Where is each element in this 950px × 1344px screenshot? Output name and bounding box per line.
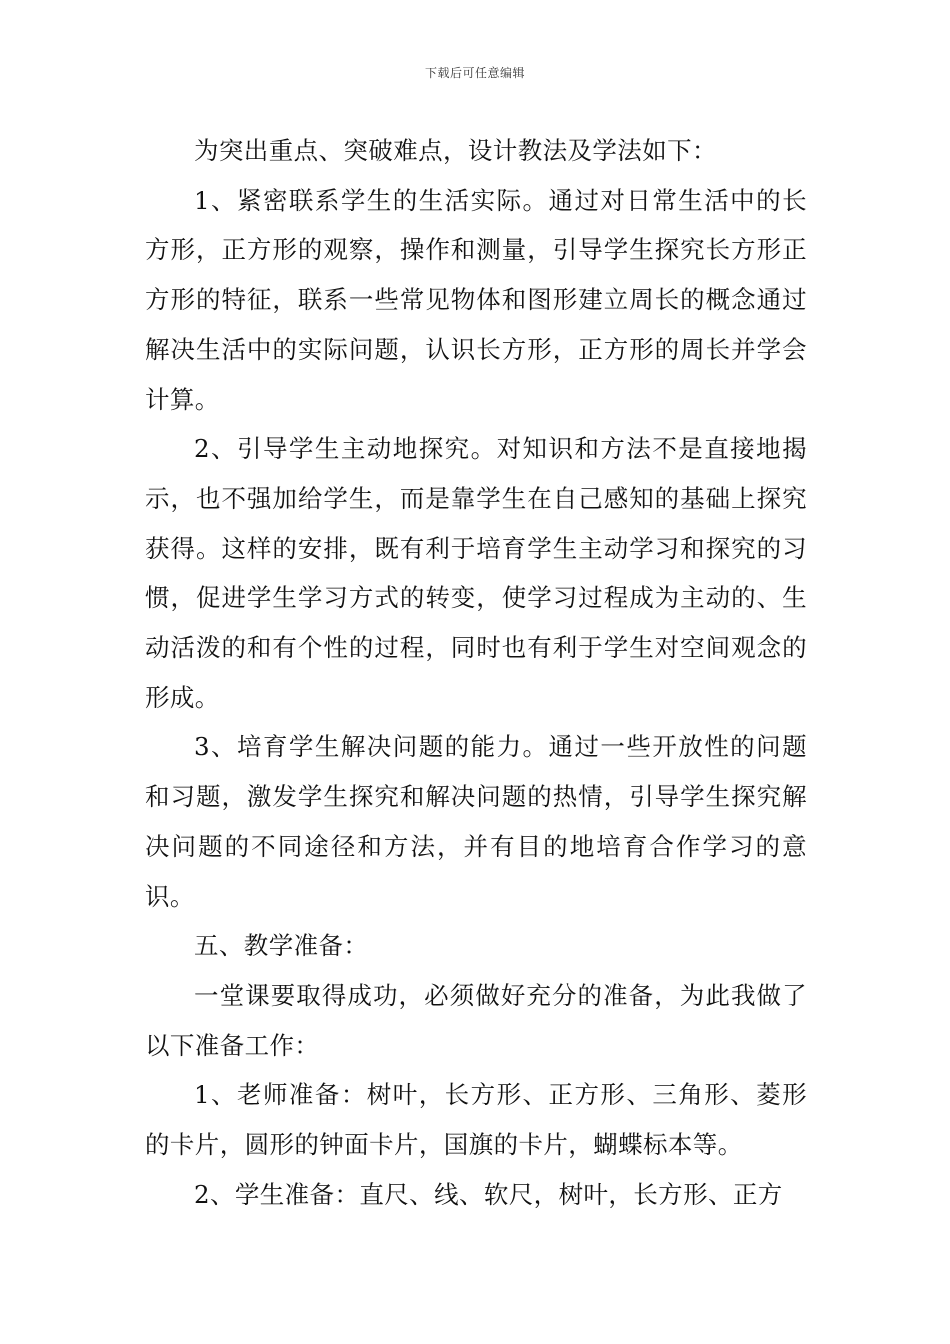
section-heading-preparation: 五、教学准备： <box>194 931 369 961</box>
page-header: 下载后可任意编辑 <box>424 66 525 80</box>
paragraph-intro: 为突出重点、突破难点，设计教法及学法如下： <box>194 136 717 165</box>
paragraph-student-prep: 2、学生准备：直尺、线、软尺，树叶，长方形、正方 <box>194 1179 783 1209</box>
document-body <box>145 126 807 1219</box>
paragraph-method-3: 3、培育学生解决问题的能力。通过一些开放性的问题和习题，激发学生探究和解决问题的热情，引导学生探究解决问题的不同途径和方法，并有目的地培育合作学习的意识。 <box>145 732 807 911</box>
paragraph-method-1: 1、紧密联系学生的生活实际。通过对日常生活中的长方形，正方形的观察，操作和测量，引导学生探究长方形正方形的特征，联系一些常见物体和图形建立周长的概念通过解决生活中的实际问题，认识长方形，正方形的周长并学会计算。 <box>145 185 807 414</box>
paragraph-teacher-prep: 1、老师准备：树叶，长方形、正方形、三角形、菱形的卡片，圆形的钟面卡片，国旗的卡片，蝴蝶标本等。 <box>145 1080 807 1160</box>
paragraph-preparation-intro: 一堂课要取得成功，必须做好充分的准备，为此我做了以下准备工作： <box>145 980 807 1060</box>
paragraph-method-2: 2、引导学生主动地探究。对知识和方法不是直接地揭示，也不强加给学生，而是靠学生在自己感知的基础上探究获得。这样的安排，既有利于培育学生主动学习和探究的习惯，促进学生学习方式的转变，使学习过程成为主动的、生动活泼的和有个性的过程，同时也有利于学生对空间观念的形成。 <box>145 434 807 712</box>
